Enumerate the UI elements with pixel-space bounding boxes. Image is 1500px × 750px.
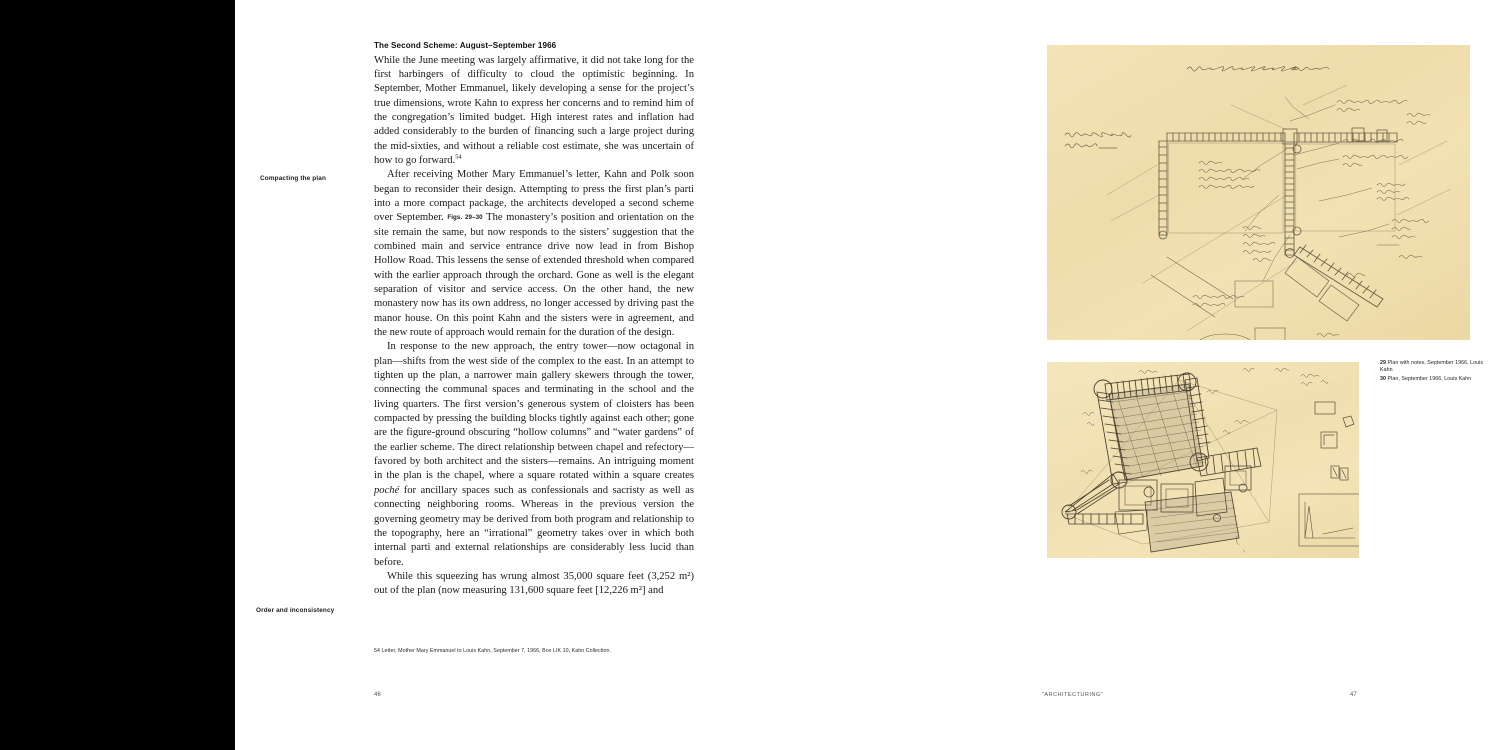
caption-30-number: 30 — [1380, 375, 1386, 382]
paragraph-4 — [374, 570, 694, 599]
paragraph-2-continued: The monastery’s position and orientation on the site remain the same, but now responds to the sisters’ suggestion that the combined main and service entrance drive now lead in from Bishop Hollow Road. This lessens the sense of extended threshold when compared with the earlier approach through the orchard. Gone as well is the elegant separation of visitor and service access. On the other hand, the new monastery now has its own address, no longer accessed by driving past the manor house. On this point Kahn and the sisters were in agreement, and the new route of approach would remain for the duration of the design. — [374, 212, 694, 339]
sketch-plan-with-notes — [1047, 45, 1470, 340]
figure-captions — [1380, 360, 1485, 384]
page-number-right: 47 — [1350, 692, 1357, 698]
italic-term-poche: poché — [374, 484, 400, 496]
body-text-column — [374, 41, 694, 599]
figure-reference-29-30: Figs. 29–30 — [447, 214, 483, 222]
figure-29-plan-with-notes — [1047, 45, 1470, 340]
caption-figure-30 — [1380, 376, 1485, 383]
section-heading: The Second Scheme: August–September 1966 — [374, 41, 557, 50]
running-head: “ARCHITECTURING” — [1042, 692, 1103, 698]
paragraph-1-text: While the June meeting was largely affirmative, it did not take long for the first harbingers of difficulty to cloud the optimistic beginning. In September, Mother Emmanuel, likely developing a sense for the project’s true dimensions, wrote Kahn to express her concerns and to remind him of the congregation’s limited budget. High interest rates and inflation had added considerably to the burden of financing such a large project during the mid-sixties, and without a reliable cost estimate, she was uncertain of how to go forward. — [374, 54, 694, 166]
caption-figure-29 — [1380, 360, 1485, 375]
paragraph-3-text: In response to the new approach, the entry tower—now octagonal in plan—shifts from the west side of the complex to the east. In an attempt to tighten up the plan, a narrower main gallery skewers through the tower, connecting the communal spaces and terminating in the school and the living quarters. The first version’s generous system of cloisters has been compacted by pressing the building blocks tightly against each other; gone are the figure-ground obscuring “hollow columns” and “water gardens” of the earlier scheme. The direct relationship between chapel and refectory—favored by both architect and the sisters—remains. An intriguing moment in the plan is the chapel, where a square rotated within a square creates — [374, 341, 694, 482]
paragraph-3 — [374, 340, 694, 570]
paragraph-2-text: After receiving Mother Mary Emmanuel’s letter, Kahn and Polk soon began to reconsider their design. Attempting to press the first plan’s parti into a more compact package, the architects developed a second scheme over September. — [374, 169, 694, 224]
left-page — [235, 0, 810, 750]
paragraph-4-text: While this squeezing has wrung almost 35,000 square feet (3,252 m²) out of the plan (now measuring 131,600 square feet [12,226 m²] and — [374, 570, 694, 597]
caption-29-text: Plan with notes, September 1966, Louis Kahn — [1380, 360, 1484, 374]
caption-29-number: 29 — [1380, 360, 1386, 366]
margin-note-compacting-the-plan: Compacting the plan — [260, 175, 327, 182]
paragraph-3-continued: for ancillary spaces such as confessionals and sacristy as well as connecting neighboring rooms. Whereas in the previous version the governing geometry may be derived from both program and relationship to the topography, here an “irrational” geometry takes over in which both internal parti and external relationships are considerably less lucid than before. — [374, 484, 694, 568]
sketch-plan — [1047, 362, 1359, 558]
caption-30-text: Plan, September 1966, Louis Kahn — [1386, 375, 1472, 382]
paragraph-1 — [374, 54, 694, 169]
margin-note-order-and-inconsistency: Order and inconsistency — [256, 607, 335, 614]
figure-30-plan — [1047, 362, 1359, 558]
right-page — [810, 0, 1500, 750]
footnote-54: 54 Letter, Mother Mary Emmanuel to Louis Kahn, September 7, 1966, Box LIK 10, Kahn Collection. — [374, 648, 612, 654]
footnote-marker-54: 54 — [455, 153, 462, 161]
book-spread — [235, 0, 1500, 750]
page-number-left: 46 — [374, 692, 381, 698]
paragraph-2 — [374, 168, 694, 340]
